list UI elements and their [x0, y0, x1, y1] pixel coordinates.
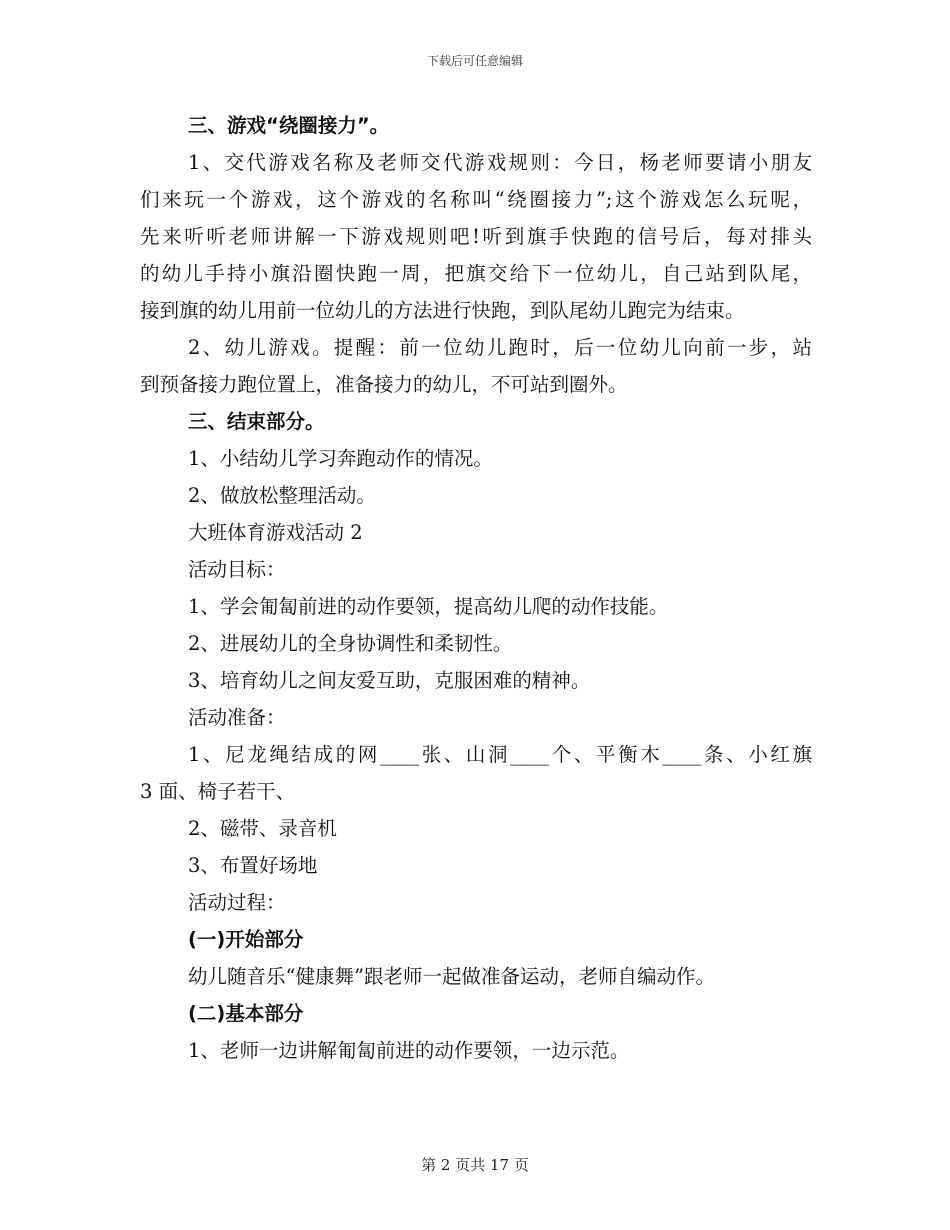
paragraph-line: 1、尼龙绳结成的网____张、山洞____个、平衡木____条、小红旗	[188, 743, 812, 766]
paragraph-line: 1、交代游戏名称及老师交代游戏规则：今日，杨老师要请小朋友	[188, 151, 812, 174]
paragraph-line: 2、幼儿游戏。提醒：前一位幼儿跑时，后一位幼儿向前一步，站	[188, 336, 812, 359]
document-body	[140, 107, 812, 1069]
subheading-goals: 活动目标：	[188, 558, 286, 581]
section-heading-relay-game: 三、游戏“绕圈接力”。	[188, 114, 390, 137]
paragraph-line: 1、老师一边讲解匍匐前进的动作要领，一边示范。	[188, 1039, 630, 1062]
paragraph-line: 1、学会匍匐前进的动作要领，提高幼儿爬的动作技能。	[188, 595, 669, 618]
page-footer: 第 2 页共 17 页	[421, 1156, 529, 1174]
paragraph-line: 1、小结幼儿学习奔跑动作的情况。	[188, 447, 493, 470]
paragraph-line: 的幼儿手持小旗沿圈快跑一周，把旗交给下一位幼儿，自己站到队尾，	[140, 262, 812, 285]
section-heading-ending: 三、结束部分。	[188, 410, 325, 433]
paragraph-line: 3、培育幼儿之间友爱互助，克服困难的精神。	[188, 669, 591, 692]
section-heading-basic: (二)基本部分	[188, 1002, 304, 1025]
paragraph-line: 2、做放松整理活动。	[188, 484, 376, 507]
subheading-preparation: 活动准备：	[188, 706, 286, 729]
page-header: 下载后可任意编辑	[426, 54, 523, 68]
paragraph-line: 2、进展幼儿的全身协调性和柔韧性。	[188, 632, 513, 655]
paragraph-line: 3、布置好场地	[188, 854, 318, 877]
paragraph-line: 到预备接力跑位置上，准备接力的幼儿，不可站到圈外。	[140, 373, 628, 396]
paragraph-line: 幼儿随音乐“健康舞”跟老师一起做准备运动，老师自编动作。	[188, 965, 715, 988]
paragraph-line: 接到旗的幼儿用前一位幼儿的方法进行快跑，到队尾幼儿跑完为结束。	[140, 299, 745, 322]
paragraph-line: 先来听听老师讲解一下游戏规则吧!听到旗手快跑的信号后，每对排头	[140, 225, 812, 248]
subheading-process: 活动过程：	[188, 891, 286, 914]
section-heading-start: (一)开始部分	[188, 928, 304, 951]
paragraph-line: 2、磁带、录音机	[188, 817, 337, 840]
paragraph-line: 们来玩一个游戏，这个游戏的名称叫“绕圈接力”;这个游戏怎么玩呢，	[140, 188, 812, 211]
activity-title: 大班体育游戏活动 2	[188, 521, 363, 544]
paragraph-line: 3 面、椅子若干、	[140, 780, 296, 803]
